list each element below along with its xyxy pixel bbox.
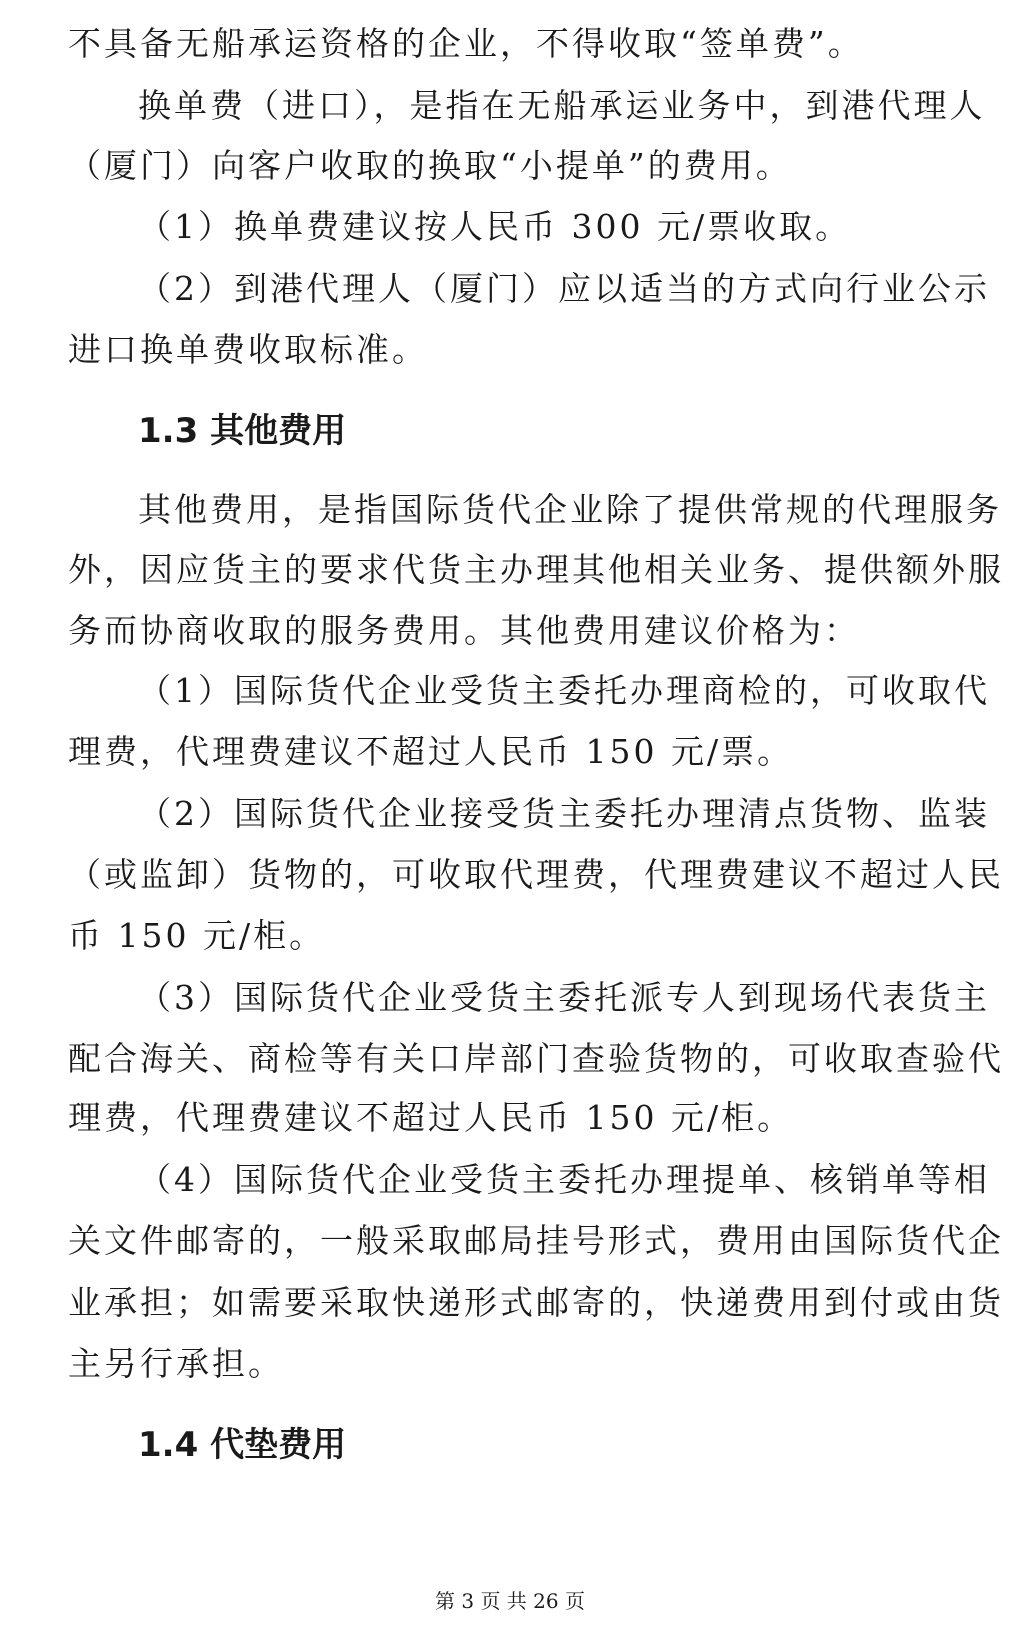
body-line: 其他费用，是指国际货代企业除了提供常规的代理服务 [138,490,1002,529]
body-line: 理费，代理费建议不超过人民币 150 元/柜。 [68,1098,794,1137]
section-heading-1-3: 1.3 其他费用 [138,411,347,451]
body-line: 进口换单费收取标准。 [68,330,428,369]
page-number-footer: 第 3 页 共 26 页 [435,1589,585,1613]
body-line: （4）国际货代企业受货主委托办理提单、核销单等相 [138,1160,990,1199]
section-heading-1-4: 1.4 代垫费用 [138,1425,347,1465]
body-line: （2）到港代理人（厦门）应以适当的方式向行业公示 [138,269,990,308]
body-line: （1）国际货代企业受货主委托办理商检的，可收取代 [138,671,990,710]
body-line: 理费，代理费建议不超过人民币 150 元/票。 [68,732,794,771]
body-line: 换单费（进口），是指在无船承运业务中，到港代理人 [138,86,986,125]
body-line: （1）换单费建议按人民币 300 元/票收取。 [138,207,852,246]
body-line: （或监卸）货物的，可收取代理费，代理费建议不超过人民 [68,855,1004,894]
body-line: 外，因应货主的要求代货主办理其他相关业务、提供额外服 [68,550,1004,589]
body-line: 不具备无船承运资格的企业，不得收取“签单费”。 [68,24,864,63]
body-line: （厦门）向客户收取的换取“小提单”的费用。 [68,146,792,185]
body-line: （3）国际货代企业受货主委托派专人到现场代表货主 [138,978,990,1017]
body-line: 关文件邮寄的，一般采取邮局挂号形式，费用由国际货代企 [68,1221,1004,1260]
body-line: （2）国际货代企业接受货主委托办理清点货物、监装 [138,794,990,833]
body-line: 务而协商收取的服务费用。其他费用建议价格为： [68,611,860,650]
body-line: 主另行承担。 [68,1344,284,1383]
body-line: 业承担；如需要采取快递形式邮寄的，快递费用到付或由货 [68,1283,1004,1322]
body-line: 配合海关、商检等有关口岸部门查验货物的，可收取查验代 [68,1039,1004,1078]
body-line: 币 150 元/柜。 [68,916,326,955]
